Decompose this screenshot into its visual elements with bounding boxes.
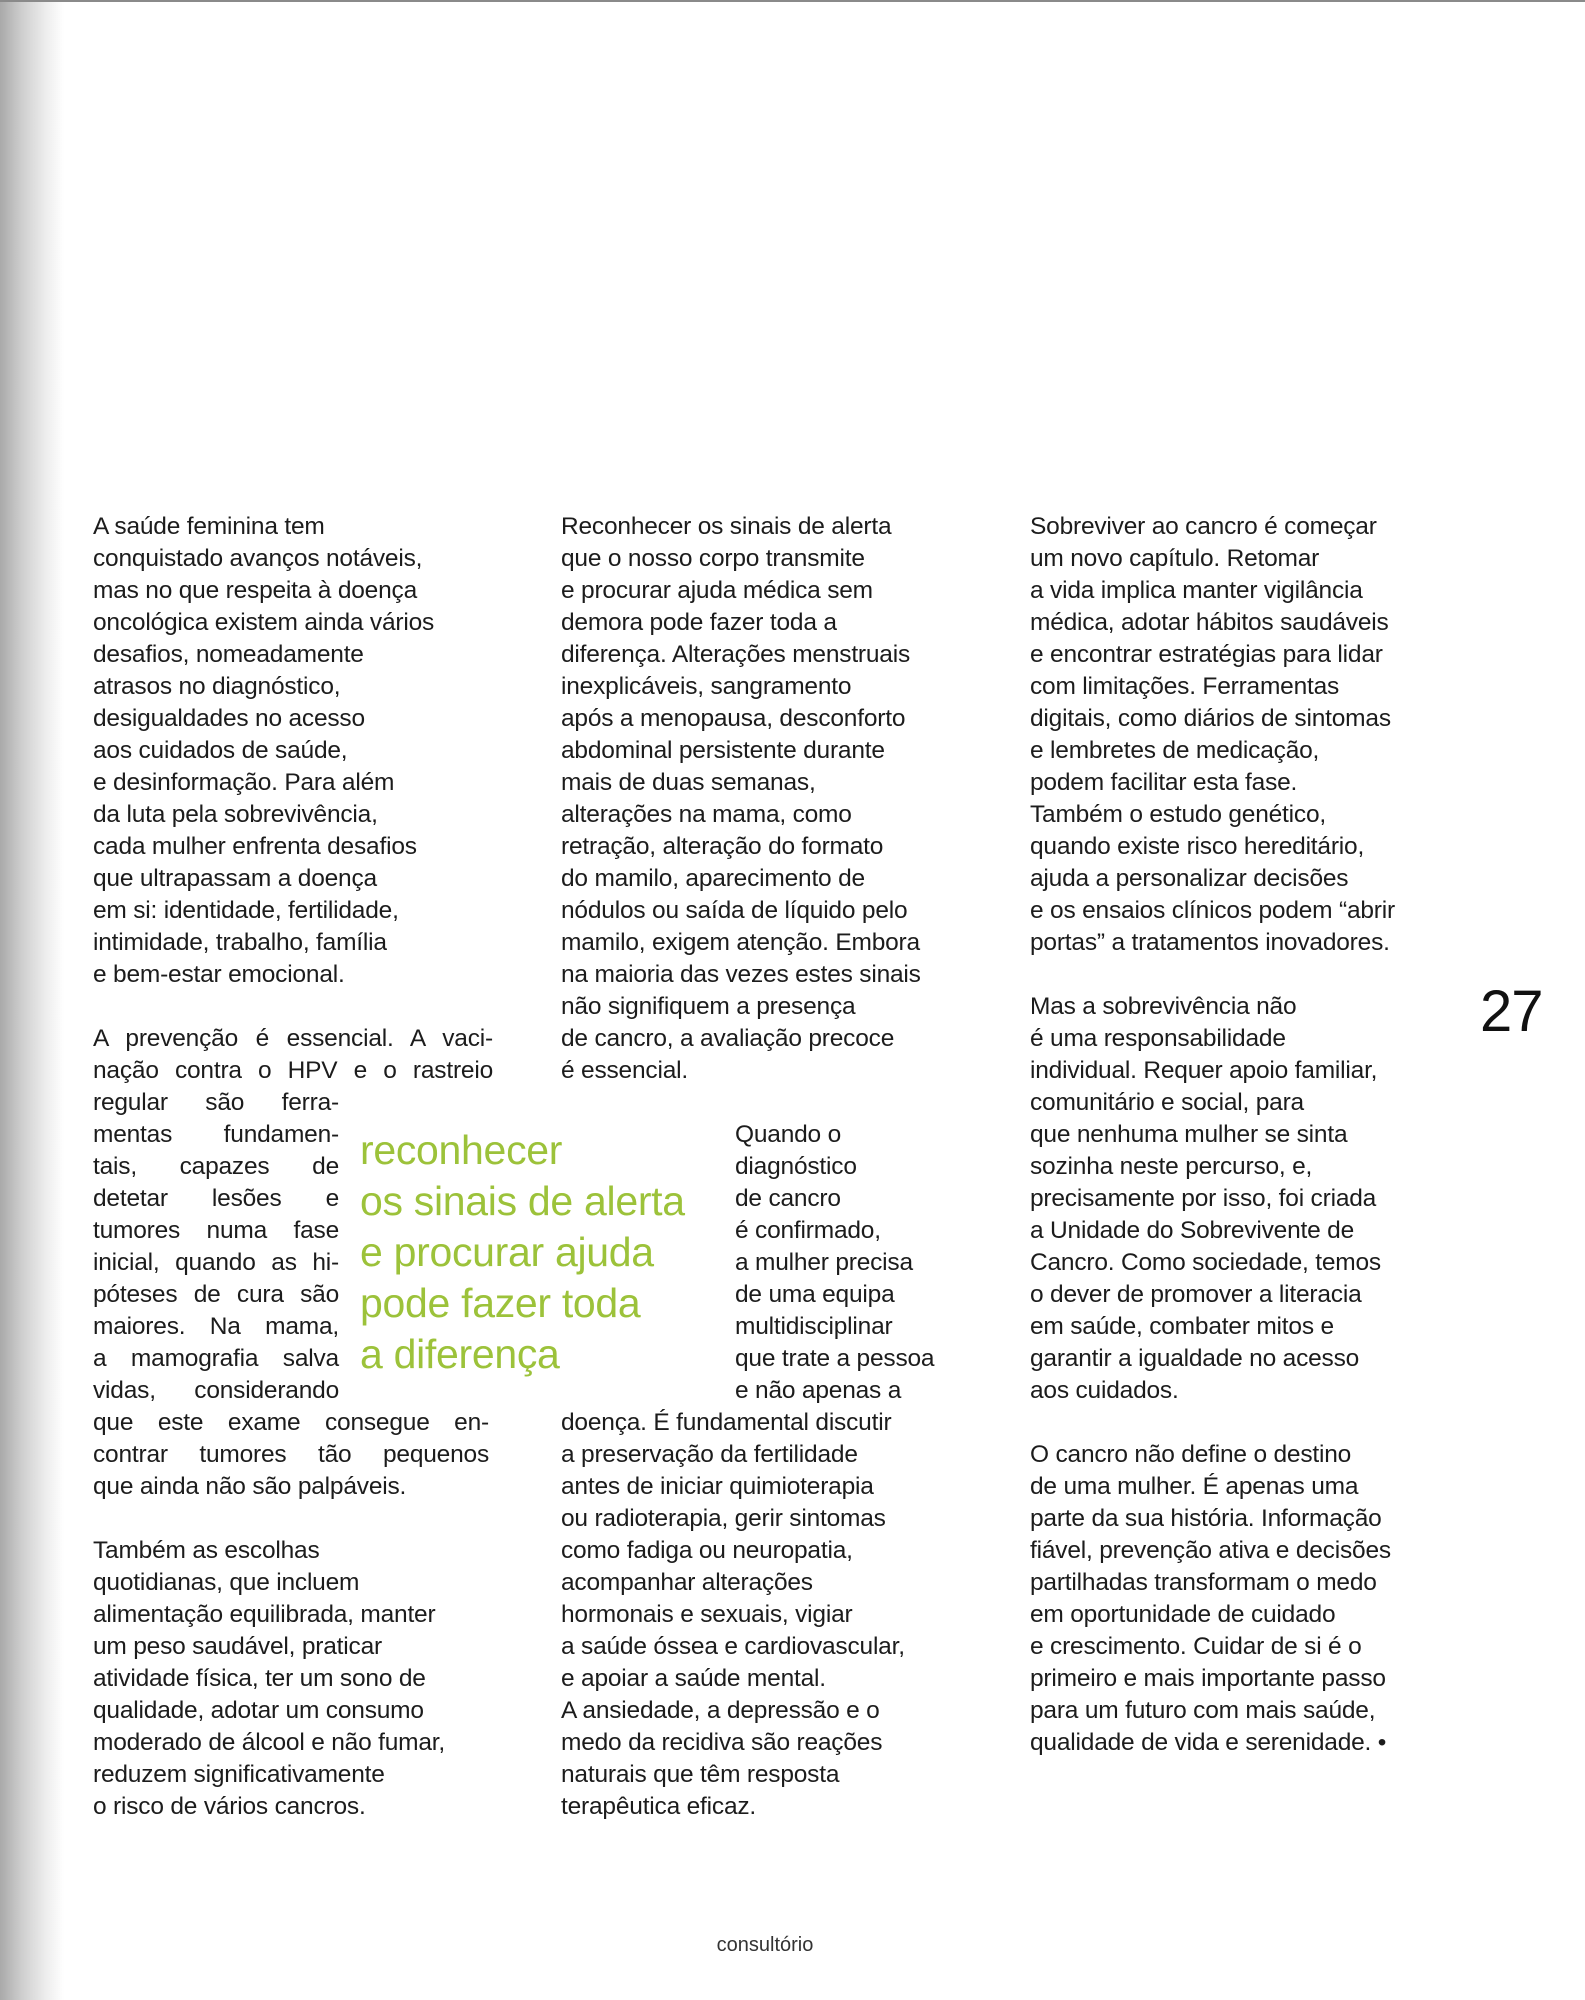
text-line: vidas, considerando: [93, 1377, 339, 1404]
text-line: a mamografia salva: [93, 1345, 339, 1372]
text-line: e não apenas a: [735, 1377, 902, 1404]
text-line: de cancro: [735, 1185, 841, 1212]
text-line: atividade física, ter um sono de: [93, 1665, 426, 1692]
text-line: aos cuidados de saúde,: [93, 737, 348, 764]
text-line: quotidianas, que incluem: [93, 1569, 360, 1596]
text-line: de uma mulher. É apenas uma: [1030, 1473, 1359, 1500]
text-line: sozinha neste percurso, e,: [1030, 1153, 1313, 1180]
col1-paragraph-1: [93, 511, 493, 991]
text-line: a diferença: [360, 1331, 560, 1377]
text-line: Quando o: [735, 1121, 842, 1148]
text-line: diferença. Alterações menstruais: [561, 641, 911, 668]
text-line: Mas a sobrevivência não: [1030, 993, 1297, 1020]
text-line: que trate a pessoa: [735, 1345, 935, 1372]
text-line: podem facilitar esta fase.: [1030, 769, 1298, 796]
text-line: com limitações. Ferramentas: [1030, 673, 1340, 700]
text-line: aos cuidados.: [1030, 1377, 1179, 1404]
column-2-narrow: [735, 1119, 975, 1407]
text-line: A ansiedade, a depressão e o: [561, 1697, 880, 1724]
text-line: parte da sua história. Informação: [1030, 1505, 1382, 1532]
text-line: e desinformação. Para além: [93, 769, 395, 796]
text-line: nação contra o HPV e o rastreio: [93, 1057, 493, 1084]
col3-paragraph-2: [1030, 991, 1460, 1407]
text-line: mas no que respeita à doença: [93, 577, 418, 604]
text-line: na maioria das vezes estes sinais: [561, 961, 921, 988]
col3-paragraph-3: [1030, 1439, 1460, 1759]
text-line: reconhecer: [360, 1127, 563, 1173]
text-line: partilhadas transformam o medo: [1030, 1569, 1377, 1596]
text-line: e lembretes de medicação,: [1030, 737, 1320, 764]
text-line: um novo capítulo. Retomar: [1030, 545, 1320, 572]
text-line: acompanhar alterações: [561, 1569, 813, 1596]
text-line: O cancro não define o destino: [1030, 1441, 1352, 1468]
text-line: e encontrar estratégias para lidar: [1030, 641, 1383, 668]
text-line: tumores numa fase: [93, 1217, 339, 1244]
text-line: a saúde óssea e cardiovascular,: [561, 1633, 905, 1660]
text-line: terapêutica eficaz.: [561, 1793, 757, 1820]
text-line: a Unidade do Sobrevivente de: [1030, 1217, 1355, 1244]
page-fold-shadow: [0, 0, 64, 2000]
text-line: é essencial.: [561, 1057, 688, 1084]
text-line: alterações na mama, como: [561, 801, 852, 828]
pull-quote: [360, 1125, 685, 1380]
text-line: como fadiga ou neuropatia,: [561, 1537, 853, 1564]
text-line: individual. Requer apoio familiar,: [1030, 1057, 1378, 1084]
text-line: para um futuro com mais saúde,: [1030, 1697, 1376, 1724]
text-line: em si: identidade, fertilidade,: [93, 897, 399, 924]
text-line: não signifiquem a presença: [561, 993, 856, 1020]
text-line: diagnóstico: [735, 1153, 857, 1180]
text-line: Também as escolhas: [93, 1537, 320, 1564]
text-line: em saúde, combater mitos e: [1030, 1313, 1334, 1340]
text-line: A saúde feminina tem: [93, 513, 325, 540]
text-line: e procurar ajuda médica sem: [561, 577, 873, 604]
text-line: qualidade, adotar um consumo: [93, 1697, 424, 1724]
text-line: póteses de cura são: [93, 1281, 339, 1308]
text-line: que o nosso corpo transmite: [561, 545, 865, 572]
text-line: intimidade, trabalho, família: [93, 929, 387, 956]
text-line: contrar tumores tão pequenos: [93, 1441, 489, 1468]
text-line: é uma responsabilidade: [1030, 1025, 1286, 1052]
text-line: ou radioterapia, gerir sintomas: [561, 1505, 886, 1532]
text-line: Cancro. Como sociedade, temos: [1030, 1249, 1381, 1276]
footer-publication-name: consultório: [716, 1934, 814, 1956]
text-line: de uma equipa: [735, 1281, 895, 1308]
col1-paragraph-2-narrow: [93, 1087, 339, 1407]
text-line: hormonais e sexuais, vigiar: [561, 1601, 853, 1628]
column-2-tail: [561, 1407, 981, 1823]
text-line: desafios, nomeadamente: [93, 641, 364, 668]
text-line: mais de duas semanas,: [561, 769, 816, 796]
text-line: medo da recidiva são reações: [561, 1729, 883, 1756]
text-line: naturais que têm resposta: [561, 1761, 840, 1788]
text-line: em oportunidade de cuidado: [1030, 1601, 1336, 1628]
text-line: a preservação da fertilidade: [561, 1441, 858, 1468]
text-line: moderado de álcool e não fumar,: [93, 1729, 446, 1756]
text-line: primeiro e mais importante passo: [1030, 1665, 1386, 1692]
text-line: portas” a tratamentos inovadores.: [1030, 929, 1390, 956]
text-line: doença. É fundamental discutir: [561, 1409, 892, 1436]
text-line: que este exame consegue en-: [93, 1409, 489, 1436]
text-line: maiores. Na mama,: [93, 1313, 339, 1340]
text-line: Sobreviver ao cancro é começar: [1030, 513, 1377, 540]
text-line: reduzem significativamente: [93, 1761, 385, 1788]
text-line: Reconhecer os sinais de alerta: [561, 513, 892, 540]
text-line: digitais, como diários de sintomas: [1030, 705, 1391, 732]
text-line: retração, alteração do formato: [561, 833, 884, 860]
text-line: e bem-estar emocional.: [93, 961, 345, 988]
text-line: inexplicáveis, sangramento: [561, 673, 852, 700]
col1-paragraph-3: [93, 1535, 493, 1823]
text-line: que ainda não são palpáveis.: [93, 1473, 407, 1500]
text-line: e apoiar a saúde mental.: [561, 1665, 826, 1692]
text-line: é confirmado,: [735, 1217, 881, 1244]
text-line: comunitário e social, para: [1030, 1089, 1304, 1116]
text-line: pode fazer toda: [360, 1280, 641, 1326]
col2-paragraph-2-tail: [561, 1407, 981, 1823]
col1-paragraph-2-tail: [93, 1407, 489, 1503]
text-line: conquistado avanços notáveis,: [93, 545, 423, 572]
text-line: mentas fundamen-: [93, 1121, 339, 1148]
text-line: multidisciplinar: [735, 1313, 893, 1340]
text-line: alimentação equilibrada, manter: [93, 1601, 436, 1628]
text-line: abdominal persistente durante: [561, 737, 885, 764]
text-line: e crescimento. Cuidar de si é o: [1030, 1633, 1362, 1660]
text-line: oncológica existem ainda vários: [93, 609, 435, 636]
text-line: que nenhuma mulher se sinta: [1030, 1121, 1348, 1148]
text-line: nódulos ou saída de líquido pelo: [561, 897, 908, 924]
text-line: a mulher precisa: [735, 1249, 913, 1276]
text-line: um peso saudável, praticar: [93, 1633, 382, 1660]
text-line: fiável, prevenção ativa e decisões: [1030, 1537, 1391, 1564]
text-line: precisamente por isso, foi criada: [1030, 1185, 1377, 1212]
page-top-edge: [0, 0, 1585, 2]
text-line: que ultrapassam a doença: [93, 865, 377, 892]
text-line: antes de iniciar quimioterapia: [561, 1473, 874, 1500]
text-line: mamilo, exigem atenção. Embora: [561, 929, 920, 956]
text-line: quando existe risco hereditário,: [1030, 833, 1365, 860]
text-line: o dever de promover a literacia: [1030, 1281, 1362, 1308]
col1-paragraph-2-full: [93, 1023, 493, 1087]
column-3: [1030, 511, 1460, 1759]
text-line: tais, capazes de: [93, 1153, 339, 1180]
text-line: cada mulher enfrenta desafios: [93, 833, 417, 860]
text-line: de cancro, a avaliação precoce: [561, 1025, 895, 1052]
text-line: qualidade de vida e serenidade. •: [1030, 1729, 1387, 1756]
text-line: regular são ferra-: [93, 1089, 339, 1116]
text-line: após a menopausa, desconforto: [561, 705, 906, 732]
text-line: os sinais de alerta: [360, 1178, 685, 1224]
col2-paragraph-1: [561, 511, 981, 1087]
col3-paragraph-1: [1030, 511, 1460, 959]
text-line: demora pode fazer toda a: [561, 609, 837, 636]
text-line: Também o estudo genético,: [1030, 801, 1326, 828]
text-line: médica, adotar hábitos saudáveis: [1030, 609, 1389, 636]
text-line: a vida implica manter vigilância: [1030, 577, 1363, 604]
column-2: [561, 511, 981, 1087]
text-line: da luta pela sobrevivência,: [93, 801, 378, 828]
text-line: desigualdades no acesso: [93, 705, 365, 732]
text-line: o risco de vários cancros.: [93, 1793, 366, 1820]
text-line: e os ensaios clínicos podem “abrir: [1030, 897, 1395, 924]
text-line: e procurar ajuda: [360, 1229, 654, 1275]
text-line: A prevenção é essencial. A vaci-: [93, 1025, 493, 1052]
text-line: garantir a igualdade no acesso: [1030, 1345, 1360, 1372]
page-number: 27: [1480, 979, 1543, 1044]
text-line: inicial, quando as hi-: [93, 1249, 339, 1276]
text-line: detetar lesões e: [93, 1185, 339, 1212]
text-line: atrasos no diagnóstico,: [93, 673, 341, 700]
text-line: do mamilo, aparecimento de: [561, 865, 865, 892]
col2-paragraph-2-narrow: [735, 1119, 975, 1407]
text-line: ajuda a personalizar decisões: [1030, 865, 1349, 892]
